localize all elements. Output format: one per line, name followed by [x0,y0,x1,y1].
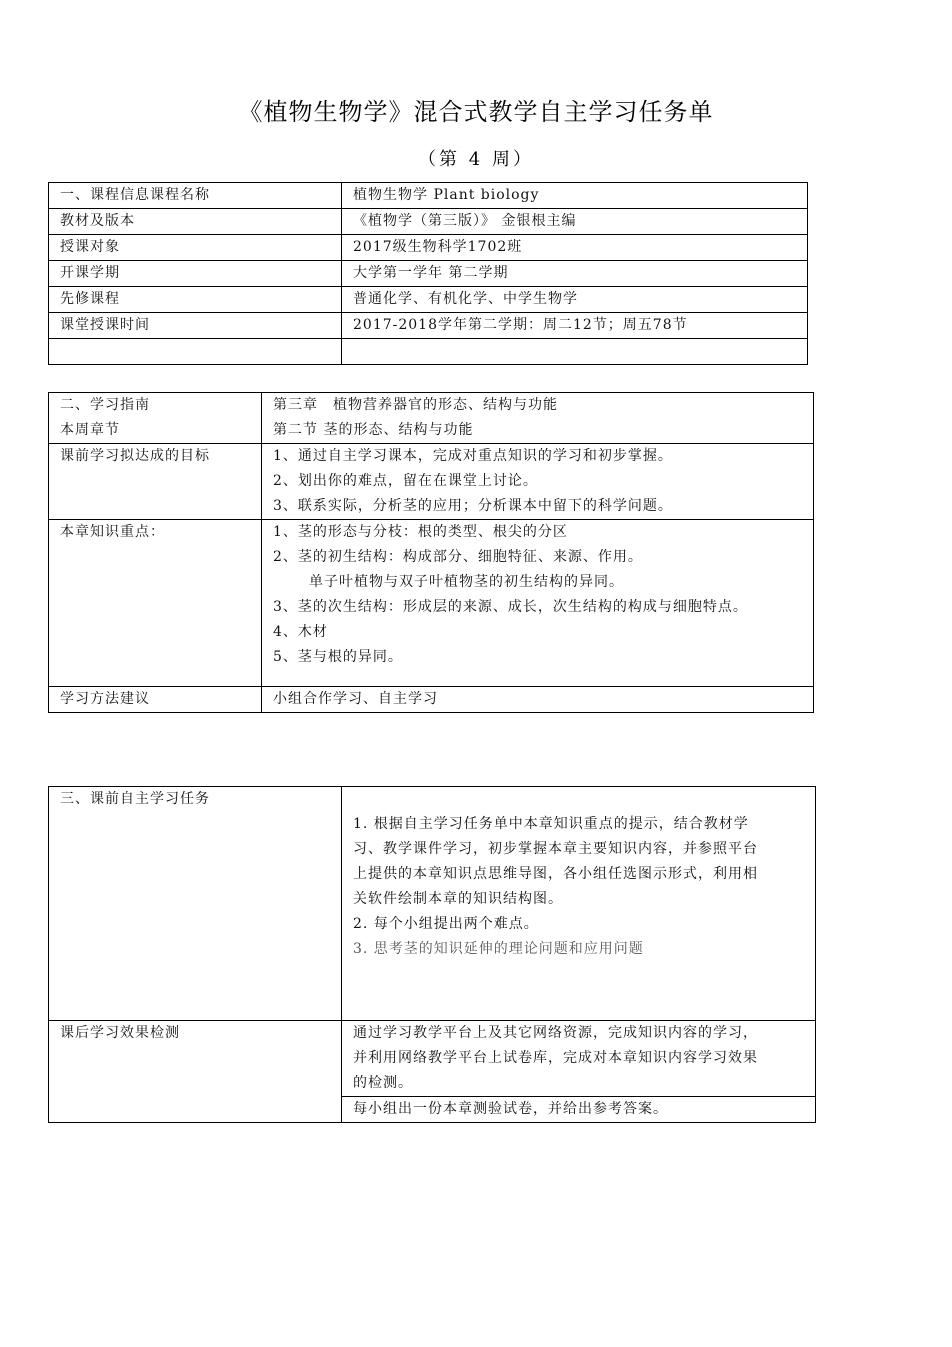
task-line: 1. 根据自主学习任务单中本章知识重点的提示，结合教材学 [353,816,749,832]
textbook-label: 教材及版本 [49,209,342,235]
week-label: （第 4 周） [418,149,534,170]
check-extra: 每小组出一份本章测验试卷，并给出参考答案。 [342,1097,816,1123]
table-row [49,261,808,287]
guide-heading: 二、学习指南 [60,397,150,413]
method-label: 学习方法建议 [49,687,262,713]
goal-item: 3、联系实际，分析茎的应用；分析课本中留下的科学问题。 [273,498,673,514]
course-info-table [48,182,808,365]
audience-label: 授课对象 [49,235,342,261]
audience-value: 2017级生物科学1702班 [342,235,808,261]
chapter-label: 本周章节 [60,422,120,438]
task-line: 上提供的本章知识点思维导图，各小组任选图示形式，利用相 [353,866,758,882]
table-row [49,235,808,261]
check-label: 课后学习效果检测 [49,1021,342,1123]
key-point-item: 单子叶植物与双子叶植物茎的初生结构的异同。 [309,574,624,590]
course-name-value: 植物生物学 Plant biology [342,183,808,209]
table-row [49,1021,816,1097]
document-title: 《植物生物学》混合式教学自主学习任务单 [238,98,714,126]
check-line: 并利用网络教学平台上试卷库，完成对本章知识内容学习效果 [353,1050,758,1066]
table-row [49,444,814,520]
course-name-label: 一、课程信息课程名称 [49,183,342,209]
semester-value: 大学第一学年 第二学期 [342,261,808,287]
table-row [49,287,808,313]
course-info-body [49,183,808,365]
check-cell [342,1021,816,1097]
key-point-item: 3、茎的次生结构：形成层的来源、成长，次生结构的构成与细胞特点。 [273,599,748,615]
tasks-label: 三、课前自主学习任务 [49,787,342,1021]
key-points-label: 本章知识重点： [49,520,262,687]
task-line: 2. 每个小组提出两个难点。 [353,916,539,932]
key-point-item: 2、茎的初生结构：构成部分、细胞特征、来源、作用。 [273,549,643,565]
class-time-label: 课堂授课时间 [49,313,342,339]
table-row [49,313,808,339]
chapter-label-cell [49,393,262,444]
table-row [49,339,808,365]
goal-item: 1、通过自主学习课本，完成对重点知识的学习和初步掌握。 [273,448,673,464]
key-point-item: 4、木材 [273,624,328,640]
class-time-value: 2017-2018学年第二学期：周二12节；周五78节 [342,313,808,339]
table-row [49,209,808,235]
goal-item: 2、划出你的难点，留在在课堂上讨论。 [273,473,538,489]
study-guide-body [49,393,814,713]
semester-label: 开课学期 [49,261,342,287]
table-row [49,687,814,713]
key-point-item: 1、茎的形态与分枝：根的类型、根尖的分区 [273,524,568,540]
method-value: 小组合作学习、自主学习 [262,687,814,713]
goals-cell [262,444,814,520]
key-points-cell [262,520,814,687]
table-row [49,520,814,687]
prerequisite-value: 普通化学、有机化学、中学生物学 [342,287,808,313]
key-point-item: 5、茎与根的异同。 [273,649,403,665]
tasks-table [48,786,816,1123]
tasks-body [49,787,816,1123]
check-line: 的检测。 [353,1075,413,1091]
tasks-cell [342,787,816,1021]
task-line: 习、教学课件学习，初步掌握本章主要知识内容，并参照平台 [353,841,758,857]
task-line: 关软件绘制本章的知识结构图。 [353,891,563,907]
prerequisite-label: 先修课程 [49,287,342,313]
study-guide-table [48,392,814,713]
check-line: 通过学习教学平台上及其它网络资源，完成知识内容的学习， [353,1025,758,1041]
chapter-value-cell [262,393,814,444]
section-title: 第二节 茎的形态、结构与功能 [273,422,474,438]
task-line: 3. 思考茎的知识延伸的理论问题和应用问题 [353,941,644,957]
textbook-value: 《植物学（第三版）》 金银根主编 [342,209,808,235]
goals-label: 课前学习拟达成的目标 [49,444,262,520]
table-row [49,183,808,209]
chapter-title: 第三章 植物营养器官的形态、结构与功能 [273,397,558,413]
table-row [49,787,816,1021]
empty-cell [342,339,808,365]
empty-cell [49,339,342,365]
table-row [49,393,814,444]
